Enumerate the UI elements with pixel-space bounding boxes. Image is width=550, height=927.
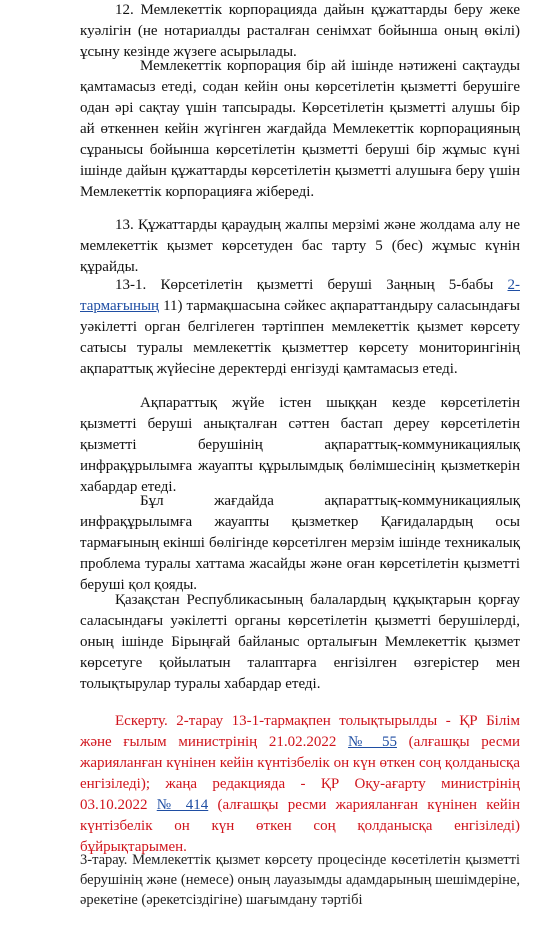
section-3-heading: 3-тарау. Мемлекеттік қызмет көрсету процесінде көсетілетін қызметті берушінің және (немесе) оның лауазымды адамдарының шешімдеріне, әрекетіне (әрекетсіздігіне) шағымдану тәртібі [80,852,520,908]
amendment-note [80,711,520,858]
paragraph-13-1 [80,275,520,380]
article-5-point-2-link[interactable]: 2-тармағының [80,277,520,314]
paragraph-info-system: Ақпараттық жүйе істен шыққан кезде көрсетілетін қызметті беруші анықталған сәттен бастап дереу көрсетілетін қызметті берушінің ақпараттық-коммуникациялық инфрақұрылымға жауапты құрылымдық бөлімшесінің қызметкерін хабардар етеді. [80,395,520,495]
paragraph-kz-authority: Қазақстан Республикасының балалардың құқықтарын қорғау саласындағы уәкілетті органы көрсетілетін қызметті берушілерді, оның ішінде Бірыңғай байланыс орталығын Мемлекеттік қызмет көрсетуге қойылатын талаптарға енгізілген өзгерістер мен толықтырулар туралы хабардар етеді. [80,592,520,692]
paragraph-13-1-rest: 11) тармақшасына сәйкес ақпараттандыру саласындағы уәкілетті орган белгілеген тәртіппен мемлекеттік қызмет көрсету сатысы туралы мемлекеттік қызметтер көрсету мониторингінің ақпараттық жүйесіне деректерді енгізуді қамтамасыз етеді. [80,298,520,377]
paragraph-13-1-lead: 13-1. Көрсетілетін қызметті беруші Заңның 5-бабы [115,277,508,293]
amendment-note-text-b: (алғашқы ресми жарияланған күнінен кейін күнтізбелік он күн өткен соң қолданысқа енгізіледі); жаңа редакцияда - ҚР Оқу-ағарту министрінің 03.10.2022 [80,734,520,813]
paragraph-12-storage: Мемлекеттік корпорация бір ай ішінде нәтижені сақтауды қамтамасыз етеді, содан кейін оны көрсетілетін қызметті берушіге одан әрі сақтау үшін тапсырады. Көрсетілетін қызметті алушы бір ай өткеннен кейін жүгінген жағдайда Мемлекеттік корпорацияның сұранысы бойынша көрсетілетін қызметті беруші бір жұмыс күні ішінде дайын құжаттарды көрсетілетін қызметті алушыға беру үшін Мемлекеттік корпорацияға жібереді. [80,58,520,200]
paragraph-in-this-case: Бұл жағдайда ақпараттық-коммуникациялық инфрақұрылымға жауапты қызметкер Қағидалардың осы тармағының екінші бөлігінде көрсетілген мерзім ішінде техникалық проблема туралы хаттама жасайды және оған көрсетілетін қызметті беруші қол қояды. [80,493,520,593]
order-414-link[interactable]: № 414 [156,797,209,813]
paragraph-13: 13. Құжаттарды қараудың жалпы мерзімі және жолдама алу не мемлекеттік қызмет көрсетуден бас тарту 5 (бес) жұмыс күнін құрайды. [80,217,520,275]
paragraph-12: 12. Мемлекеттік корпорацияда дайын құжаттарды беру жеке куәлігін (не нотариалды расталған сенімхат бойынша оның өкілі) ұсыну кезінде жүзеге асырылады. [80,2,520,60]
amendment-note-text-c: (алғашқы ресми жарияланған күнінен кейін күнтізбелік он күн өткен соң қолданысқа енгізіледі) бұйрықтарымен. [80,797,521,855]
order-55-link[interactable]: № 55 [348,734,397,750]
amendment-note-text-a: Ескерту. 2-тарау 13-1-тармақпен толықтырылды - ҚР Білім және ғылым министрінің 21.02.2022 [80,713,520,750]
